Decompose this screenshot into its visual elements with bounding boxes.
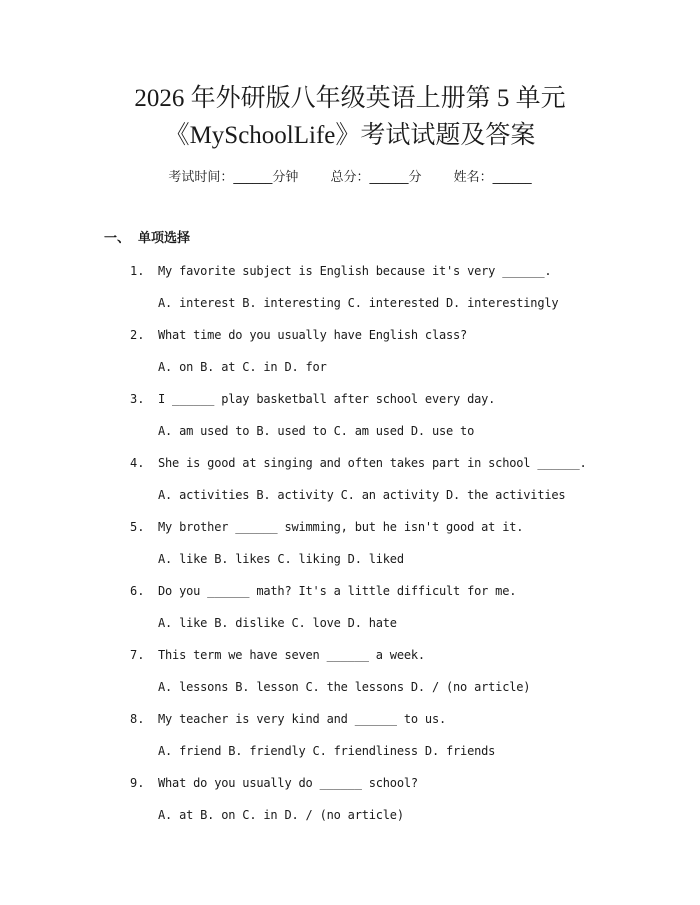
exam-meta (0, 169, 700, 187)
question-options: A. like B. dislike C. love D. hate (158, 616, 397, 630)
question-options: A. am used to B. used to C. am used D. use to (158, 424, 475, 438)
question-options: A. activities B. activity C. an activity D. the activities (158, 488, 566, 502)
total-score-field: 总分：______分 (330, 170, 422, 185)
question-item (0, 450, 700, 514)
question-options: A. lessons B. lesson C. the lessons D. / (no article) (158, 680, 531, 694)
question-number: 9. (130, 776, 145, 790)
question-item (0, 706, 700, 770)
question-number: 7. (130, 648, 145, 662)
exam-title-line-1: 2026 年外研版八年级英语上册第 5 单元 (134, 85, 566, 112)
question-options: A. on B. at C. in D. for (158, 360, 327, 374)
question-text: I ______ play basketball after school every day. (158, 392, 496, 406)
question-item (0, 322, 700, 386)
question-number: 2. (130, 328, 145, 342)
question-number: 5. (130, 520, 145, 534)
question-text: She is good at singing and often takes part in school ______. (158, 456, 587, 470)
question-options: A. friend B. friendly C. friendliness D. friends (158, 744, 496, 758)
question-number: 4. (130, 456, 145, 470)
question-number: 8. (130, 712, 145, 726)
exam-time-field: 考试时间：______分钟 (168, 170, 299, 185)
question-number: 6. (130, 584, 145, 598)
question-text: What do you usually do ______ school? (158, 776, 418, 790)
question-text: Do you ______ math? It's a little difficult for me. (158, 584, 517, 598)
section-title: 单项选择 (138, 231, 191, 246)
question-item (0, 258, 700, 322)
student-name-field: 姓名：______ (453, 170, 532, 185)
section-number: 一、 (104, 231, 131, 246)
section-heading (104, 230, 190, 248)
question-list (0, 258, 700, 834)
question-text: My teacher is very kind and ______ to us. (158, 712, 447, 726)
question-options: A. interest B. interesting C. interested D. interestingly (158, 296, 559, 310)
question-text: This term we have seven ______ a week. (158, 648, 425, 662)
question-item (0, 642, 700, 706)
question-number: 3. (130, 392, 145, 406)
question-options: A. at B. on C. in D. / (no article) (158, 808, 404, 822)
question-item (0, 578, 700, 642)
question-item (0, 770, 700, 834)
question-text: What time do you usually have English class? (158, 328, 468, 342)
question-text: My brother ______ swimming, but he isn't good at it. (158, 520, 524, 534)
question-text: My favorite subject is English because it's very ______. (158, 264, 552, 278)
question-number: 1. (130, 264, 145, 278)
question-item (0, 386, 700, 450)
exam-title-line-2: 《MySchoolLife》考试试题及答案 (164, 122, 536, 149)
question-item (0, 514, 700, 578)
question-options: A. like B. likes C. liking D. liked (158, 552, 404, 566)
